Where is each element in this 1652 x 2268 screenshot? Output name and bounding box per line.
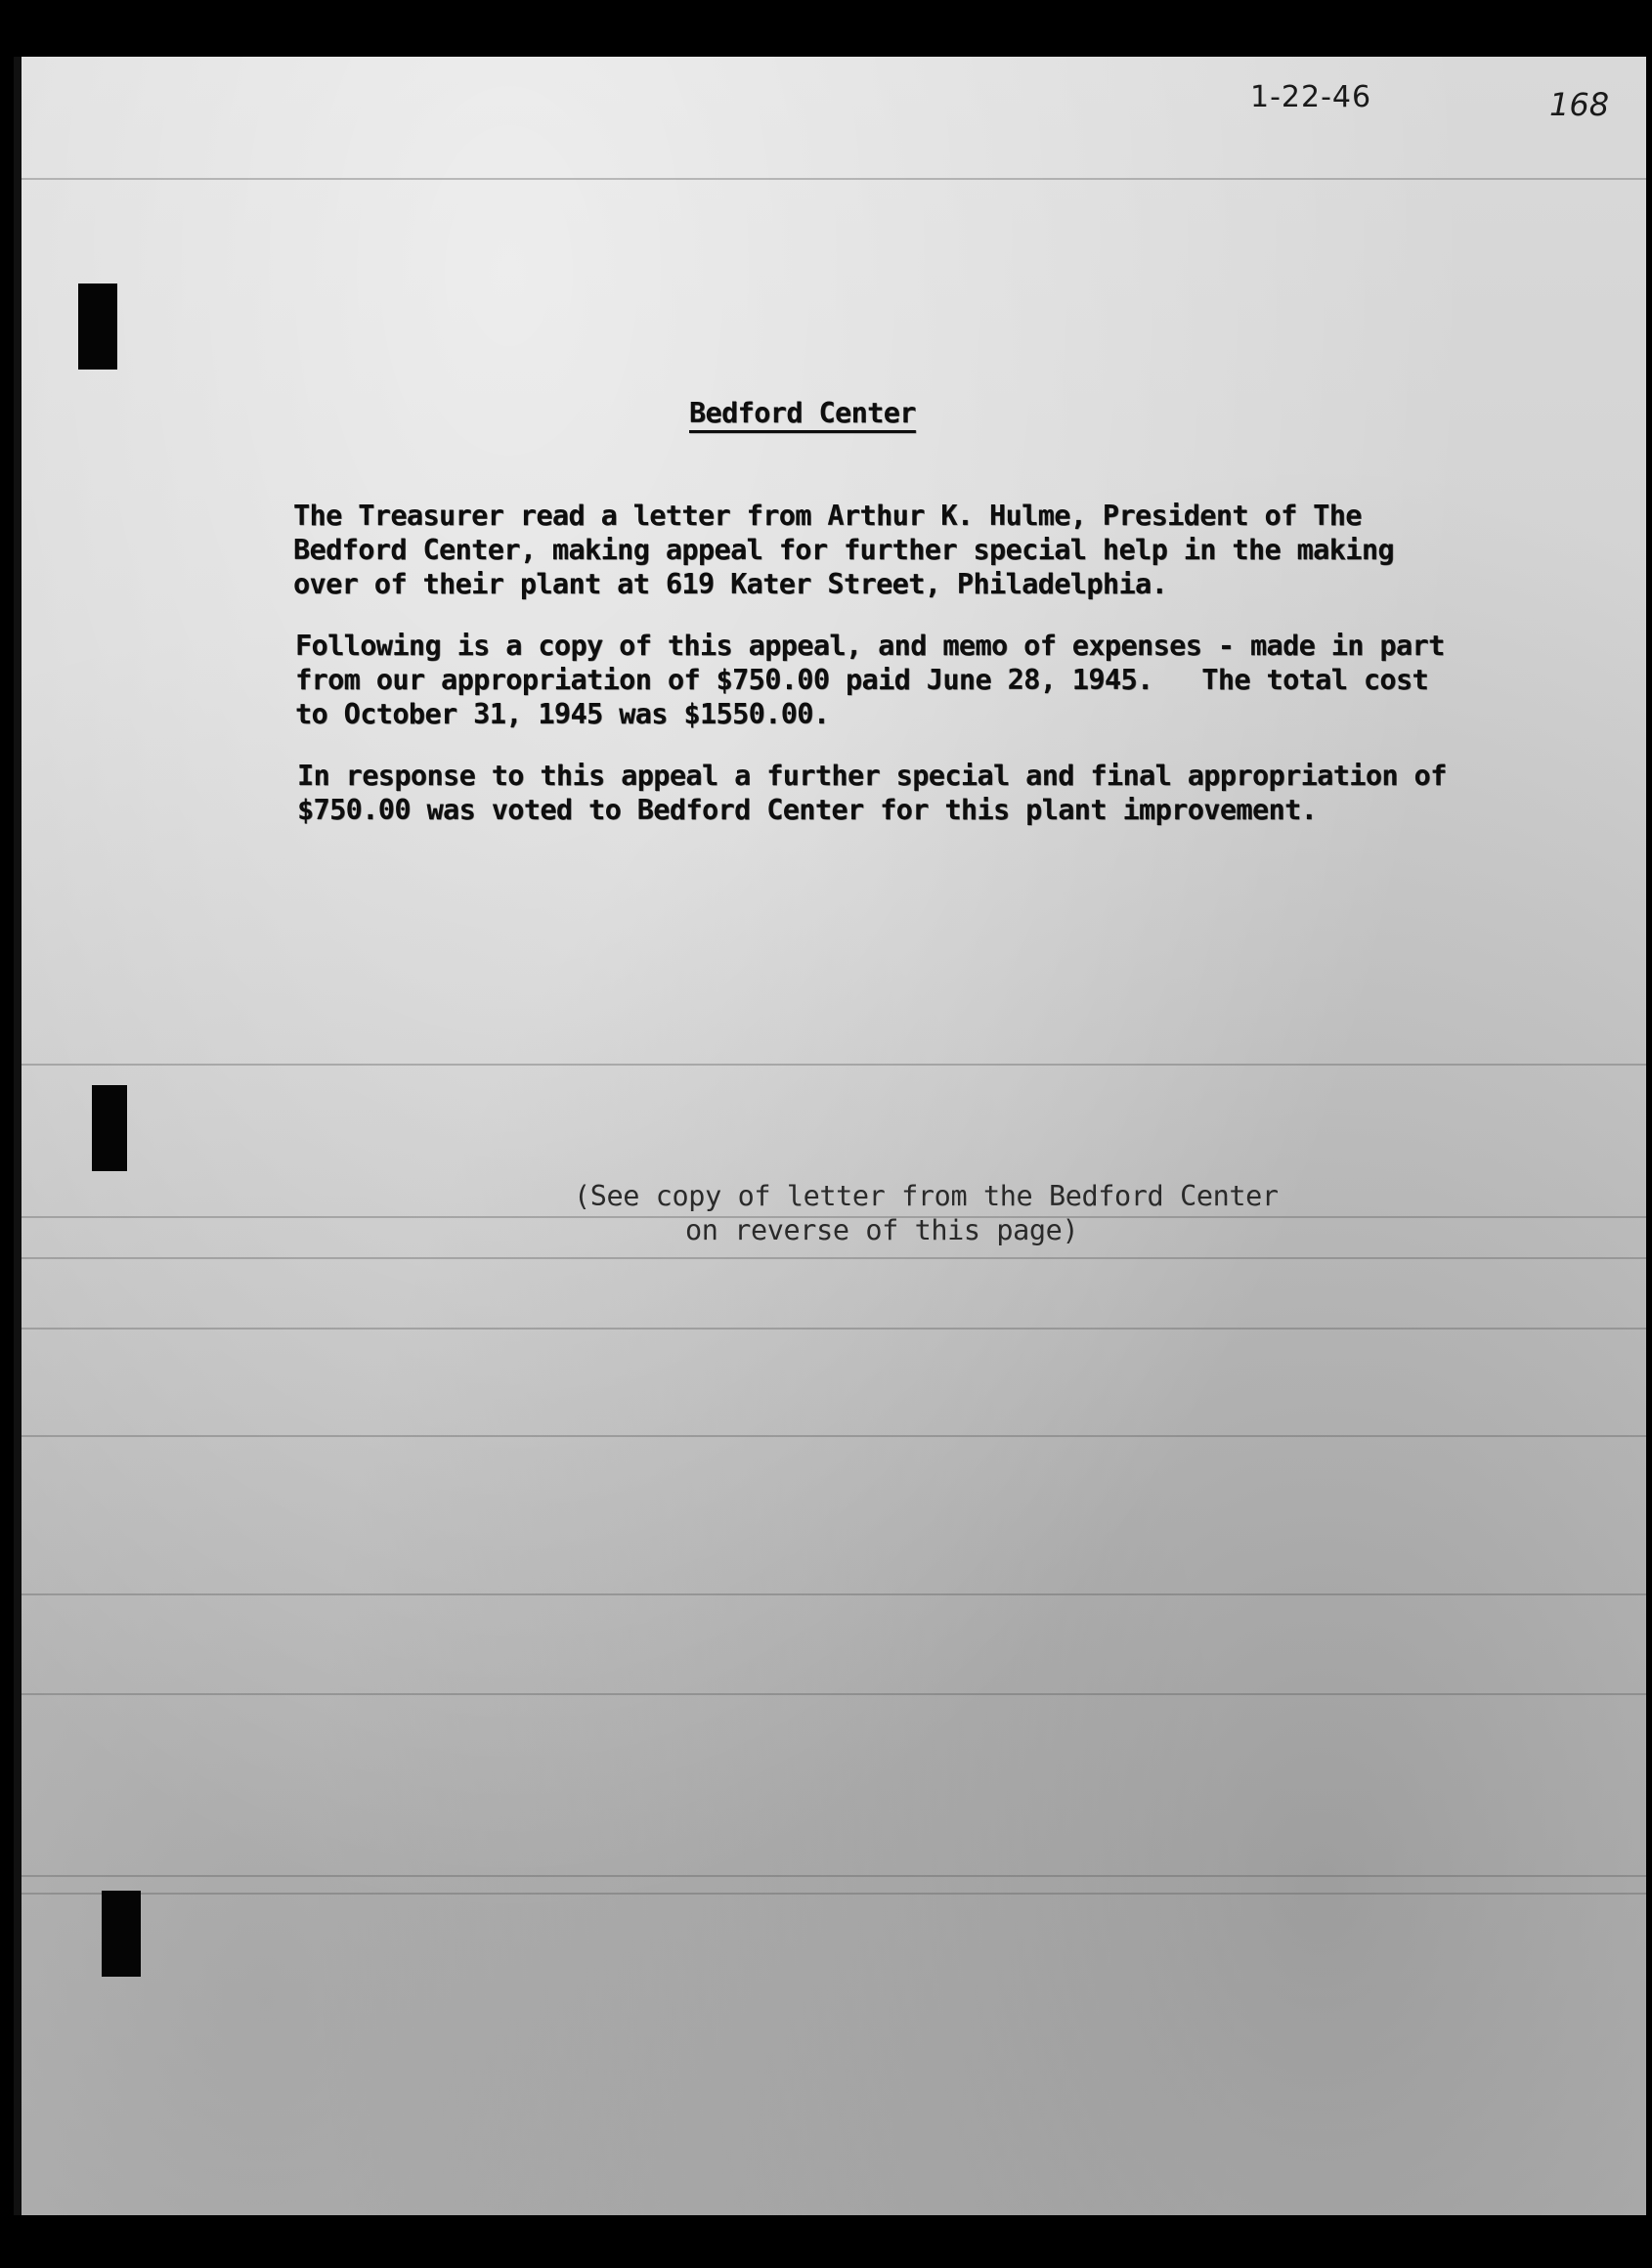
ledger-rule bbox=[22, 1328, 1646, 1330]
ledger-rule bbox=[22, 1593, 1646, 1595]
text-line: In response to this appeal a further special and final appropriation of bbox=[297, 760, 1447, 792]
binder-hole bbox=[92, 1085, 127, 1171]
text-line: on reverse of this page) bbox=[685, 1214, 1079, 1246]
ledger-rule bbox=[22, 1257, 1646, 1259]
handwritten-date: 1-22-46 bbox=[1250, 80, 1372, 114]
binder-hole bbox=[78, 284, 117, 370]
ledger-rule bbox=[22, 1693, 1646, 1695]
text-line: Following is a copy of this appeal, and memo of expenses - made in part bbox=[295, 630, 1445, 662]
binder-hole bbox=[102, 1891, 141, 1977]
text-line: from our appropriation of $750.00 paid June 28, 1945. The total cost bbox=[295, 664, 1429, 696]
handwritten-page-number: 168 bbox=[1549, 86, 1610, 123]
text-line: to October 31, 1945 was $1550.00. bbox=[295, 698, 830, 730]
text-line: (See copy of letter from the Bedford Center bbox=[574, 1180, 1279, 1212]
paper-sheet bbox=[14, 57, 1646, 2215]
ledger-rule bbox=[22, 178, 1646, 180]
text-line: The Treasurer read a letter from Arthur K. Hulme, President of The bbox=[293, 500, 1362, 532]
ledger-rule bbox=[22, 1064, 1646, 1066]
text-line: over of their plant at 619 Kater Street, Philadelphia. bbox=[293, 568, 1168, 600]
document-title: Bedford Center bbox=[689, 397, 916, 429]
ledger-rule bbox=[22, 1893, 1646, 1895]
ledger-rule bbox=[22, 1875, 1646, 1877]
ledger-rule bbox=[22, 1435, 1646, 1437]
text-line: $750.00 was voted to Bedford Center for this plant improvement. bbox=[297, 794, 1318, 826]
text-line: Bedford Center, making appeal for further special help in the making bbox=[293, 534, 1394, 566]
